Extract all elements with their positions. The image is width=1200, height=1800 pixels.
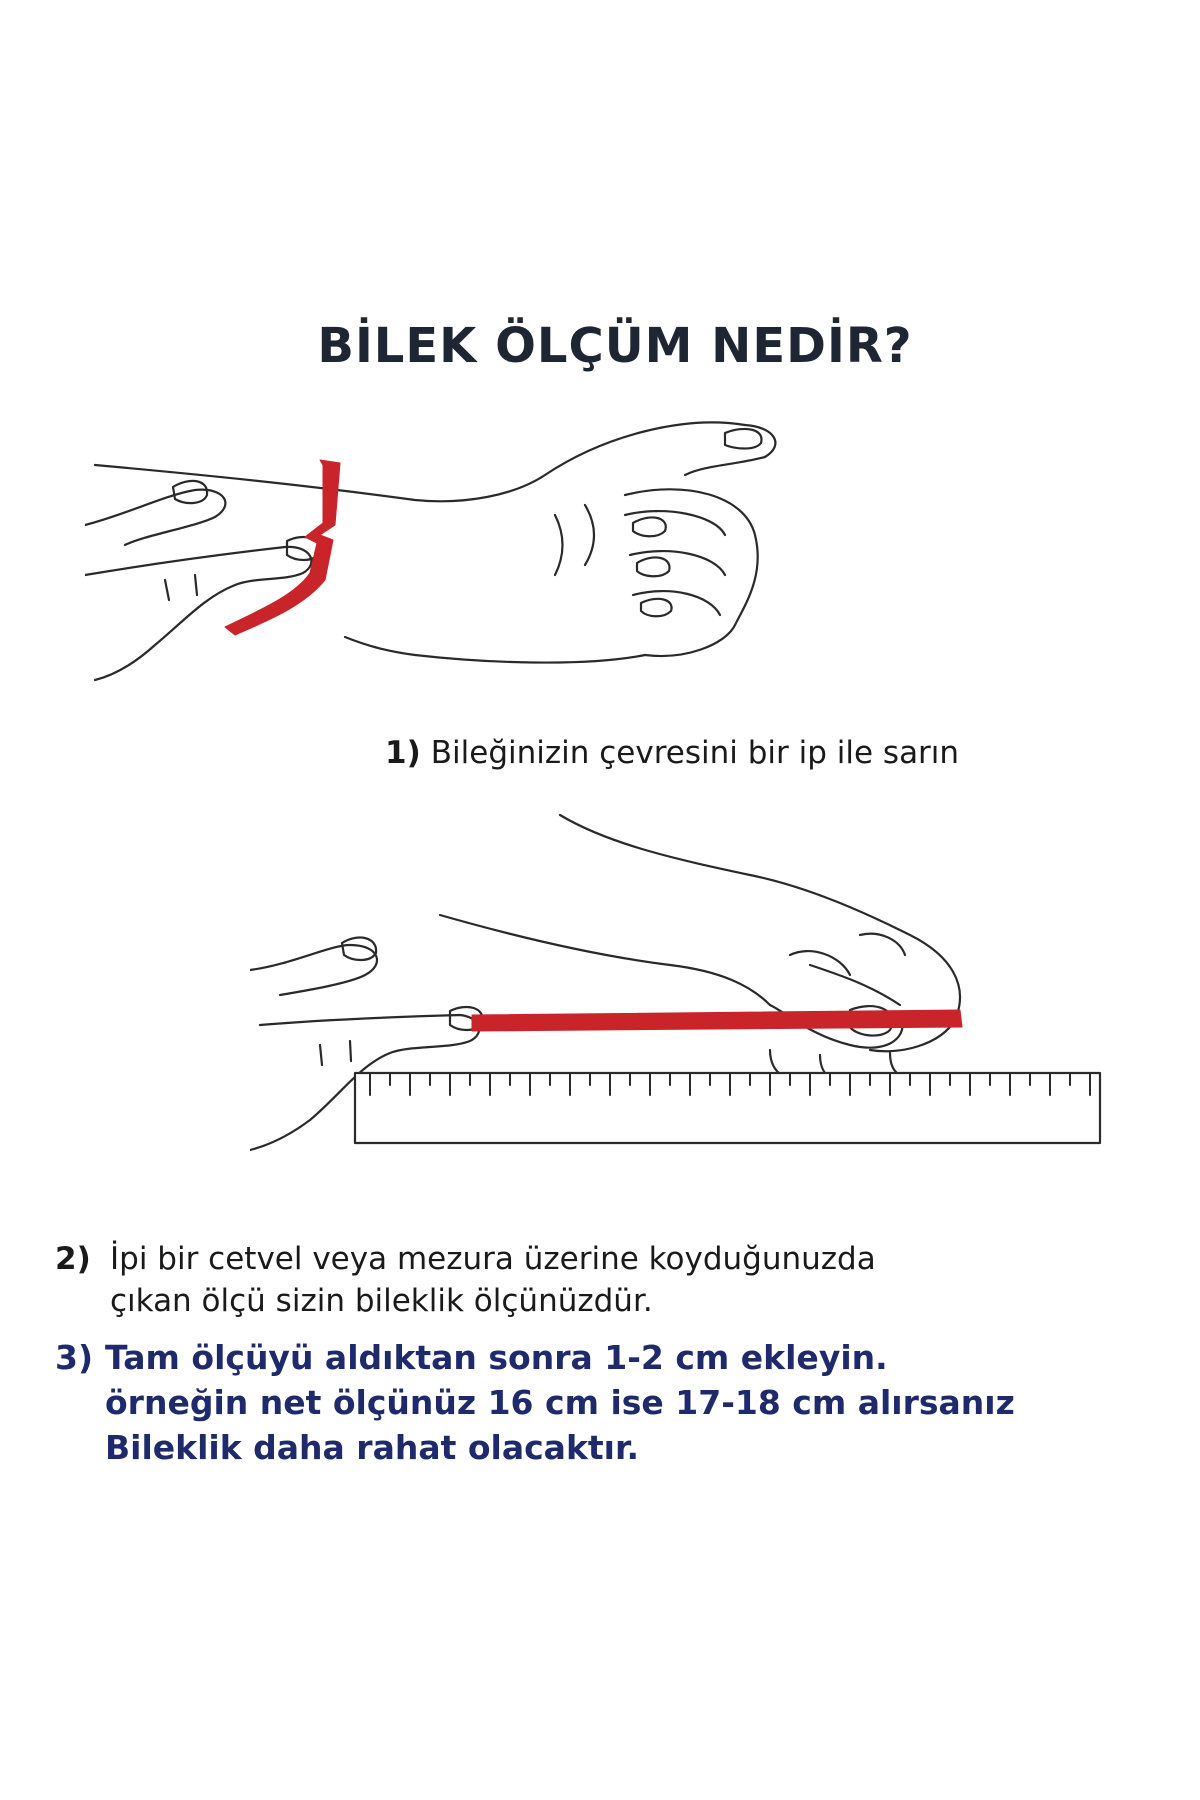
fingernail-1 — [633, 517, 666, 536]
upper-hand-wrist — [440, 915, 770, 1005]
red-string — [472, 1010, 962, 1031]
step-2 — [55, 1238, 876, 1322]
step-1 — [385, 735, 959, 771]
fingernail-3 — [641, 599, 672, 616]
ruler — [355, 1073, 1100, 1143]
wrist-wrap-illustration — [85, 405, 845, 775]
fingernail-2 — [637, 557, 670, 576]
step-2-line-2: çıkan ölçü sizin bileklik ölçünüzdür. — [110, 1283, 653, 1319]
step-1-text: Bileğinizin çevresini bir ip ile sarın — [430, 735, 960, 771]
step-3 — [55, 1335, 1015, 1470]
thumbnail — [725, 429, 762, 449]
page-title: BİLEK ÖLÇÜM NEDİR? — [317, 318, 913, 374]
helper-creases — [165, 575, 197, 600]
knuckle-lines — [555, 505, 594, 575]
step-2-line-1: İpi bir cetvel veya mezura üzerine koyduğunuzda — [110, 1241, 876, 1277]
step-3-number: 3) — [55, 1338, 94, 1377]
left-creases — [320, 1041, 351, 1065]
step-2-number: 2) — [55, 1241, 91, 1277]
ruler-measure-illustration — [250, 805, 1140, 1215]
step-3-line-1: Tam ölçüyü aldıktan sonra 1-2 cm ekleyin. — [105, 1338, 888, 1377]
step-3-line-3: Bileklik daha rahat olacaktır. — [105, 1428, 640, 1467]
palm-outline — [345, 637, 645, 663]
step-1-number: 1) — [385, 735, 421, 771]
finger-3 — [633, 591, 720, 615]
left-hand-outline — [250, 945, 377, 995]
step-3-line-2: örneğin net ölçünüz 16 cm ise 17-18 cm alırsanız — [105, 1383, 1015, 1422]
finger-1 — [625, 511, 725, 535]
finger-2 — [630, 551, 725, 575]
thumb-outline — [685, 425, 775, 475]
upper-knuckles — [790, 934, 905, 975]
